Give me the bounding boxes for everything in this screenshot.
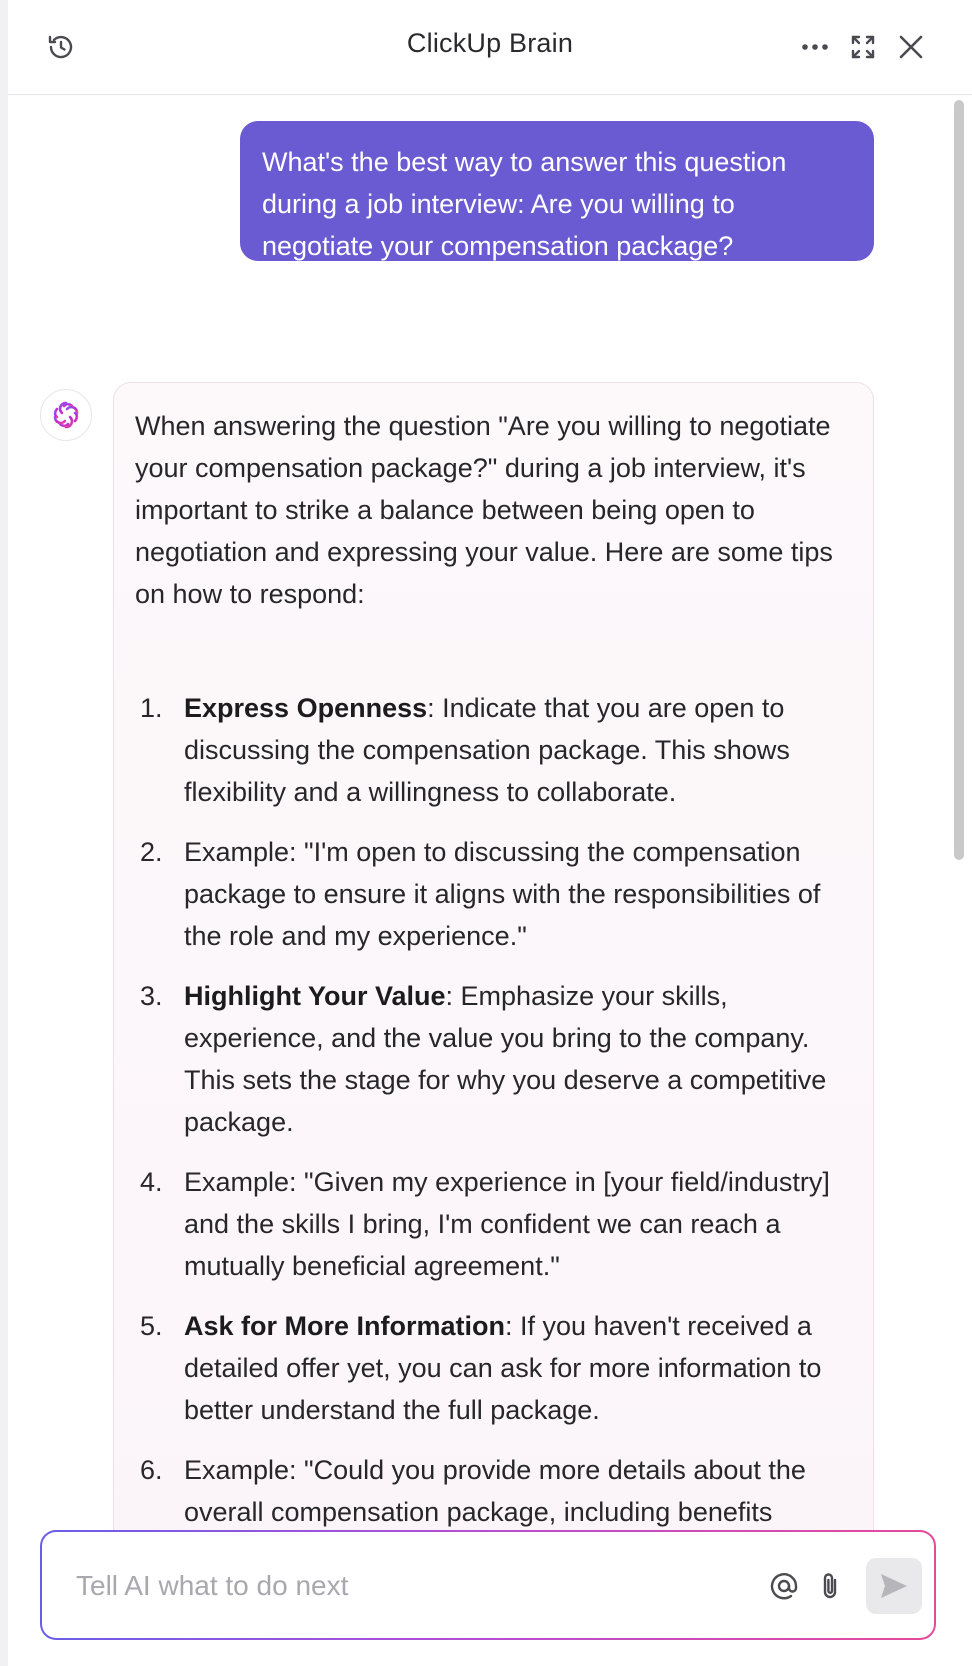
list-number: 3. bbox=[140, 981, 163, 1011]
composer bbox=[40, 1530, 936, 1640]
list-item-text: : If you haven't received a detailed offer yet, you can ask for more information to better understand the full package. bbox=[184, 1311, 822, 1425]
list-number: 5. bbox=[140, 1311, 163, 1341]
scrollbar-thumb[interactable] bbox=[954, 100, 964, 860]
list-item bbox=[135, 1449, 849, 1533]
more-icon[interactable] bbox=[798, 30, 832, 64]
prompt-input[interactable] bbox=[74, 1562, 698, 1610]
user-message-bubble: What's the best way to answer this question during a job interview: Are you willing to negotiate your compensation package? bbox=[240, 121, 874, 261]
close-icon[interactable] bbox=[894, 30, 928, 64]
composer-inner bbox=[42, 1532, 934, 1638]
conversation-area[interactable] bbox=[8, 95, 972, 1527]
list-item bbox=[135, 687, 849, 813]
ai-avatar bbox=[40, 389, 92, 441]
list-item-text: : Indicate that you are open to discussing the compensation package. This shows flexibility and a willingness to collaborate. bbox=[184, 693, 790, 807]
mention-icon[interactable] bbox=[764, 1566, 804, 1606]
list-item-text: : Emphasize your skills, experience, and the value you bring to the company. This sets the stage for why you deserve a competitive package. bbox=[184, 981, 827, 1137]
list-item-text: Example: "Could you provide more details about the overall compensation package, including benefits bbox=[184, 1455, 806, 1527]
list-item bbox=[135, 1161, 849, 1287]
list-item bbox=[135, 1305, 849, 1431]
list-item bbox=[135, 831, 849, 957]
list-number: 1. bbox=[140, 693, 163, 723]
ai-message-bubble bbox=[113, 382, 874, 1582]
panel-header bbox=[8, 0, 972, 95]
list-item-heading: Highlight Your Value bbox=[184, 981, 446, 1011]
list-item-heading: Ask for More Information bbox=[184, 1311, 506, 1341]
clickup-brain-logo-icon bbox=[50, 399, 82, 431]
list-number: 4. bbox=[140, 1167, 163, 1197]
attachment-icon[interactable] bbox=[810, 1566, 850, 1606]
send-icon bbox=[879, 1572, 909, 1600]
tips-list bbox=[135, 687, 849, 1533]
list-item bbox=[135, 975, 849, 1143]
list-item-text: Example: "Given my experience in [your field/industry] and the skills I bring, I'm confident we can reach a mutually beneficial agreement." bbox=[184, 1167, 830, 1281]
list-number: 2. bbox=[140, 837, 163, 867]
panel-title: ClickUp Brain bbox=[406, 28, 574, 58]
list-item-heading: Express Openness bbox=[184, 693, 428, 723]
clickup-brain-panel bbox=[8, 0, 972, 1666]
ai-intro-text: When answering the question "Are you willing to negotiate your compensation package?" during a job interview, it's important to strike a balance between being open to negotiation and expressing your value. Here are some tips on how to respond: bbox=[135, 411, 833, 609]
expand-icon[interactable] bbox=[846, 30, 880, 64]
send-button[interactable] bbox=[866, 1558, 922, 1614]
list-item-text: Example: "I'm open to discussing the compensation package to ensure it aligns with the responsibilities of the role and my experience." bbox=[184, 837, 821, 951]
list-number: 6. bbox=[140, 1455, 163, 1485]
